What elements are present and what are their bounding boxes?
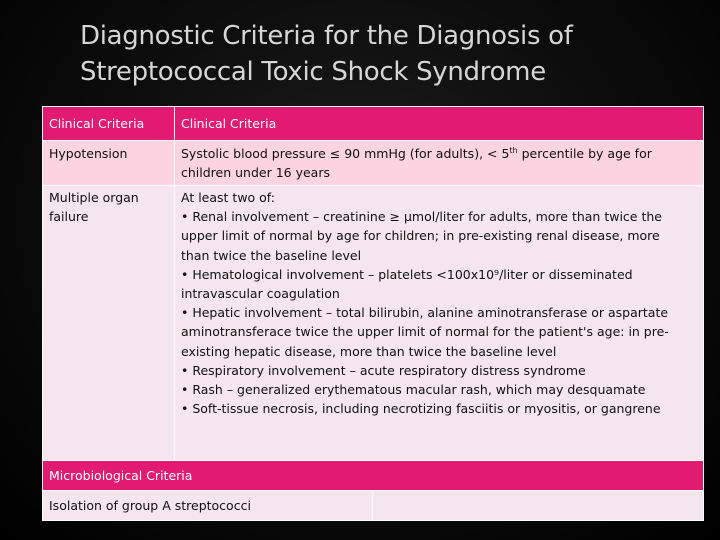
micro-header-cell: Microbiological Criteria — [43, 461, 704, 491]
hypotension-text-a: Systolic blood pressure ≤ 90 mmHg (for adults), < 5 — [181, 146, 510, 161]
hypotension-superscript: th — [509, 145, 518, 155]
table-header-row — [43, 107, 704, 141]
organ-failure-line: existing hepatic disease, more than twice the baseline level — [181, 343, 557, 359]
organ-failure-label — [43, 186, 175, 463]
micro-header-row — [43, 461, 704, 491]
slide-title — [80, 18, 700, 90]
organ-failure-criteria — [175, 186, 704, 463]
organ-failure-label-line-2: failure — [49, 209, 89, 225]
organ-failure-line: • Rash – generalized erythematous macular rash, which may desquamate — [181, 382, 646, 398]
organ-failure-line: • Soft-tissue necrosis, including necrotizing fasciitis or myositis, or gangrene — [181, 401, 661, 417]
title-line-1: Diagnostic Criteria for the Diagnosis of — [80, 21, 573, 51]
hypotension-label: Hypotension — [43, 141, 175, 186]
table-row-organ-failure — [43, 186, 704, 463]
header-cell-2: Clinical Criteria — [175, 107, 704, 141]
organ-failure-line: • Hepatic involvement – total bilirubin, alanine aminotransferase or aspartate — [181, 305, 669, 321]
organ-failure-line: • Hematological involvement – platelets <100x10⁹/liter or disseminated — [181, 266, 633, 282]
hypotension-text-b: percentile by age for — [517, 146, 652, 161]
table-row-hypotension — [43, 141, 704, 186]
organ-failure-line: than twice the baseline level — [181, 247, 362, 263]
clinical-criteria-table — [42, 106, 704, 463]
organ-failure-line: aminotransferace twice the upper limit of normal for the patient's age: in pre- — [181, 324, 669, 340]
microbiological-criteria-table — [42, 460, 704, 521]
micro-empty-cell — [373, 491, 704, 521]
organ-failure-line: At least two of: — [181, 190, 275, 205]
hypotension-line-2: children under 16 years — [181, 165, 330, 181]
title-line-2: Streptococcal Toxic Shock Syndrome — [80, 57, 546, 87]
organ-failure-line: intravascular coagulation — [181, 286, 340, 302]
header-cell-1: Clinical Criteria — [43, 107, 175, 141]
organ-failure-line: • Renal involvement – creatinine ≥ µmol/liter for adults, more than twice the — [181, 209, 662, 225]
organ-failure-line: upper limit of normal by age for children; in pre-existing renal disease, more — [181, 228, 660, 244]
organ-failure-label-line-1: Multiple organ — [49, 190, 139, 205]
hypotension-line-1 — [181, 144, 697, 163]
organ-failure-line: • Respiratory involvement – acute respiratory distress syndrome — [181, 362, 586, 378]
hypotension-criteria — [175, 141, 704, 186]
micro-row — [43, 491, 704, 521]
micro-value-cell: Isolation of group A streptococci — [43, 491, 373, 521]
